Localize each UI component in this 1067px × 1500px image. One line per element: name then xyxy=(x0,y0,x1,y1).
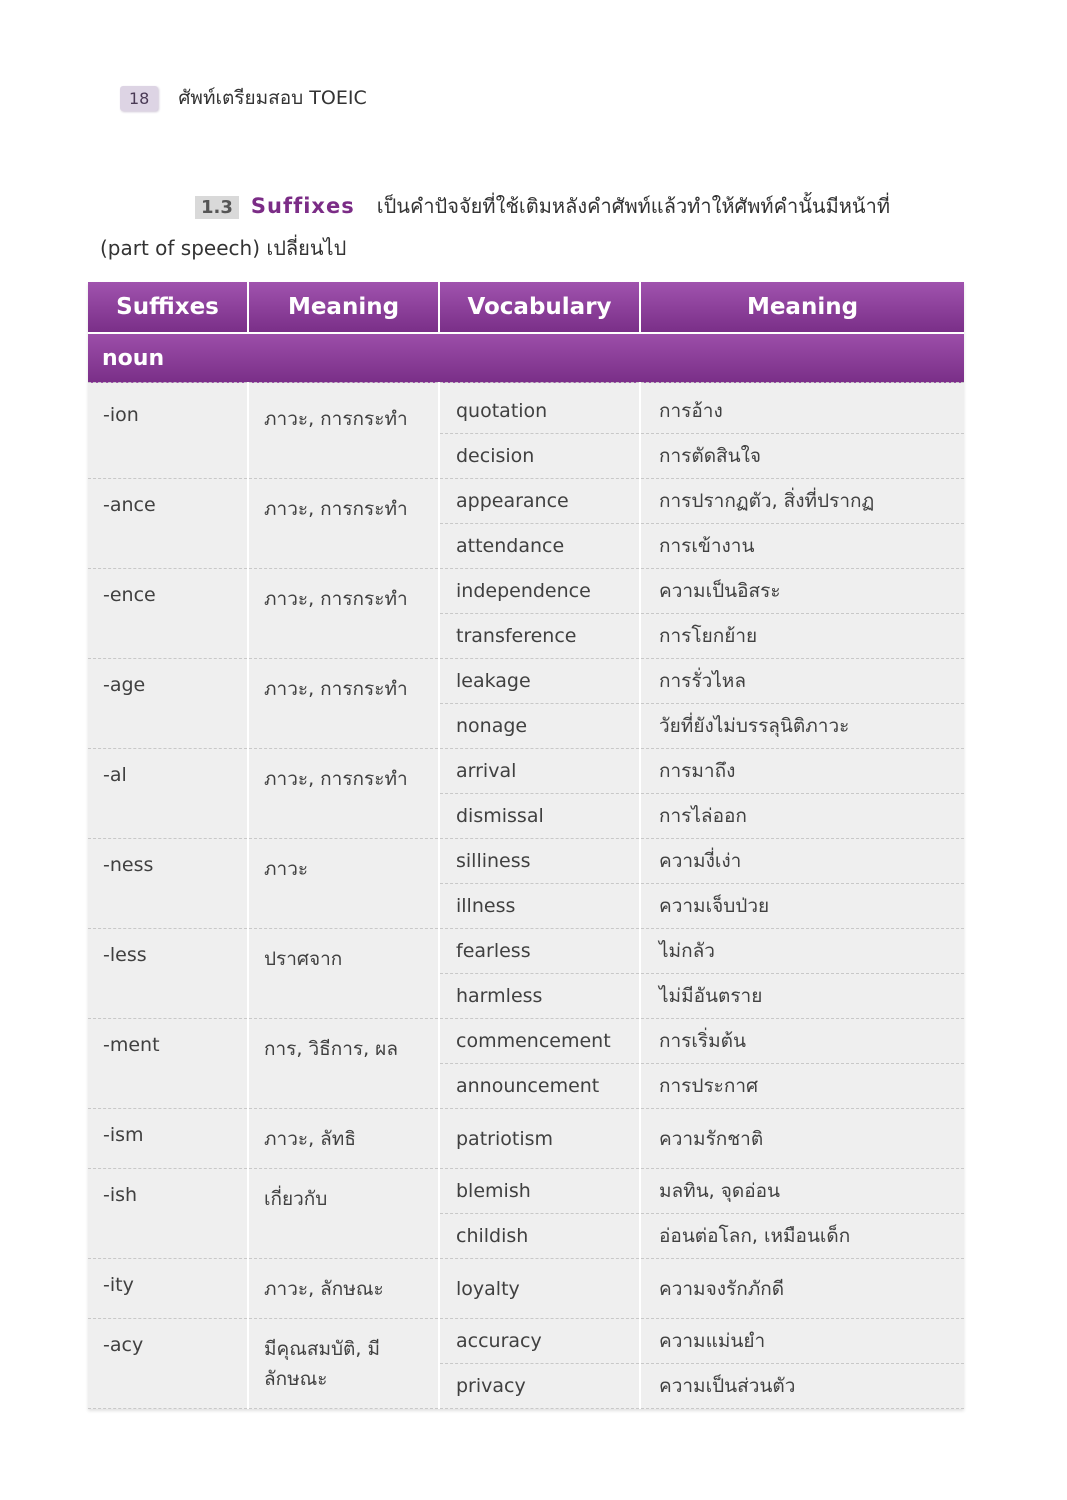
vocabulary-cell: childish xyxy=(439,1214,640,1259)
vocabulary-meaning-cell: ความเป็นอิสระ xyxy=(640,569,964,614)
suffix-cell: -less xyxy=(88,929,248,1019)
vocabulary-meaning-cell: การเริ่มต้น xyxy=(640,1019,964,1064)
column-header-suffixes: Suffixes xyxy=(88,282,248,333)
table-row xyxy=(88,839,964,884)
vocabulary-meaning-cell: ความแม่นยำ xyxy=(640,1319,964,1364)
table-header-row xyxy=(88,282,964,333)
suffix-cell: -ism xyxy=(88,1109,248,1169)
suffix-meaning-cell: ภาวะ, ลัทธิ xyxy=(248,1109,439,1169)
vocabulary-meaning-cell: ความงี่เง่า xyxy=(640,839,964,884)
vocabulary-cell: dismissal xyxy=(439,794,640,839)
section-title: Suffixes xyxy=(250,194,355,218)
table-row xyxy=(88,1019,964,1064)
suffix-cell: -ish xyxy=(88,1169,248,1259)
vocabulary-cell: harmless xyxy=(439,974,640,1019)
vocabulary-cell: fearless xyxy=(439,929,640,974)
group-label: noun xyxy=(88,333,964,383)
vocabulary-cell: attendance xyxy=(439,524,640,569)
vocabulary-cell: silliness xyxy=(439,839,640,884)
suffix-meaning-cell: ภาวะ, การกระทำ xyxy=(248,749,439,839)
intro-line-2: (part of speech) เปลี่ยนไป xyxy=(100,236,347,260)
vocabulary-meaning-cell: การอ้าง xyxy=(640,389,964,434)
suffix-meaning-cell: ปราศจาก xyxy=(248,929,439,1019)
vocabulary-cell: accuracy xyxy=(439,1319,640,1364)
suffix-meaning-cell: ภาวะ xyxy=(248,839,439,929)
section-number: 1.3 xyxy=(195,196,239,219)
suffix-meaning-cell: ภาวะ, การกระทำ xyxy=(248,569,439,659)
page-number: 18 xyxy=(120,86,158,111)
column-header-word-meaning: Meaning xyxy=(640,282,964,333)
table-row xyxy=(88,1109,964,1169)
table-row xyxy=(88,929,964,974)
suffix-cell: -ment xyxy=(88,1019,248,1109)
vocabulary-cell: arrival xyxy=(439,749,640,794)
suffix-cell: -age xyxy=(88,659,248,749)
vocabulary-meaning-cell: ความเจ็บป่วย xyxy=(640,884,964,929)
intro-text-1: เป็นคำปัจจัยที่ใช้เติมหลังคำศัพท์แล้วทำให้ศัพท์คำนั้นมีหน้าที่ xyxy=(376,194,891,218)
vocabulary-meaning-cell: การเข้างาน xyxy=(640,524,964,569)
vocabulary-cell: patriotism xyxy=(439,1109,640,1169)
suffix-table xyxy=(88,282,964,1409)
column-header-vocabulary: Vocabulary xyxy=(439,282,640,333)
suffix-cell: -ence xyxy=(88,569,248,659)
vocabulary-cell: announcement xyxy=(439,1064,640,1109)
table-row xyxy=(88,1169,964,1214)
vocabulary-meaning-cell: ความเป็นส่วนตัว xyxy=(640,1364,964,1409)
vocabulary-meaning-cell: วัยที่ยังไม่บรรลุนิติภาวะ xyxy=(640,704,964,749)
vocabulary-cell: loyalty xyxy=(439,1259,640,1319)
vocabulary-cell: nonage xyxy=(439,704,640,749)
vocabulary-meaning-cell: ความรักชาติ xyxy=(640,1109,964,1169)
suffix-meaning-cell: เกี่ยวกับ xyxy=(248,1169,439,1259)
vocabulary-meaning-cell: การรั่วไหล xyxy=(640,659,964,704)
vocabulary-cell: appearance xyxy=(439,479,640,524)
vocabulary-meaning-cell: การไล่ออก xyxy=(640,794,964,839)
vocabulary-cell: independence xyxy=(439,569,640,614)
suffix-cell: -acy xyxy=(88,1319,248,1409)
table-row xyxy=(88,1259,964,1319)
suffix-meaning-cell: การ, วิธีการ, ผล xyxy=(248,1019,439,1109)
vocabulary-meaning-cell: ความจงรักภักดี xyxy=(640,1259,964,1319)
book-title: ศัพท์เตรียมสอบ TOEIC xyxy=(178,87,367,109)
vocabulary-meaning-cell: ไม่กลัว xyxy=(640,929,964,974)
vocabulary-meaning-cell: การตัดสินใจ xyxy=(640,434,964,479)
vocabulary-meaning-cell: ไม่มีอันตราย xyxy=(640,974,964,1019)
vocabulary-meaning-cell: การมาถึง xyxy=(640,749,964,794)
table-body xyxy=(88,333,964,1409)
suffix-cell: -ity xyxy=(88,1259,248,1319)
suffix-meaning-cell: ภาวะ, การกระทำ xyxy=(248,389,439,479)
page-header xyxy=(120,84,367,112)
table-row xyxy=(88,569,964,614)
table-row xyxy=(88,389,964,434)
vocabulary-meaning-cell: การปรากฏตัว, สิ่งที่ปรากฏ xyxy=(640,479,964,524)
suffix-meaning-cell: ภาวะ, การกระทำ xyxy=(248,479,439,569)
group-row-noun xyxy=(88,333,964,383)
table-row xyxy=(88,749,964,794)
vocabulary-cell: decision xyxy=(439,434,640,479)
suffix-cell: -ance xyxy=(88,479,248,569)
suffix-cell: -ion xyxy=(88,389,248,479)
vocabulary-meaning-cell: การโยกย้าย xyxy=(640,614,964,659)
intro-line-1 xyxy=(100,186,970,228)
suffix-cell: -ness xyxy=(88,839,248,929)
table-row xyxy=(88,1319,964,1364)
vocabulary-cell: transference xyxy=(439,614,640,659)
vocabulary-cell: quotation xyxy=(439,389,640,434)
intro-paragraph xyxy=(100,186,970,268)
vocabulary-cell: blemish xyxy=(439,1169,640,1214)
vocabulary-meaning-cell: มลทิน, จุดอ่อน xyxy=(640,1169,964,1214)
vocabulary-cell: leakage xyxy=(439,659,640,704)
vocabulary-cell: illness xyxy=(439,884,640,929)
suffix-meaning-cell: ภาวะ, ลักษณะ xyxy=(248,1259,439,1319)
suffix-meaning-cell: มีคุณสมบัติ, มีลักษณะ xyxy=(248,1319,439,1409)
table-row xyxy=(88,479,964,524)
vocabulary-cell: privacy xyxy=(439,1364,640,1409)
table-row xyxy=(88,659,964,704)
vocabulary-cell: commencement xyxy=(439,1019,640,1064)
vocabulary-meaning-cell: การประกาศ xyxy=(640,1064,964,1109)
column-header-meaning: Meaning xyxy=(248,282,439,333)
suffix-meaning-cell: ภาวะ, การกระทำ xyxy=(248,659,439,749)
vocabulary-meaning-cell: อ่อนต่อโลก, เหมือนเด็ก xyxy=(640,1214,964,1259)
suffix-cell: -al xyxy=(88,749,248,839)
